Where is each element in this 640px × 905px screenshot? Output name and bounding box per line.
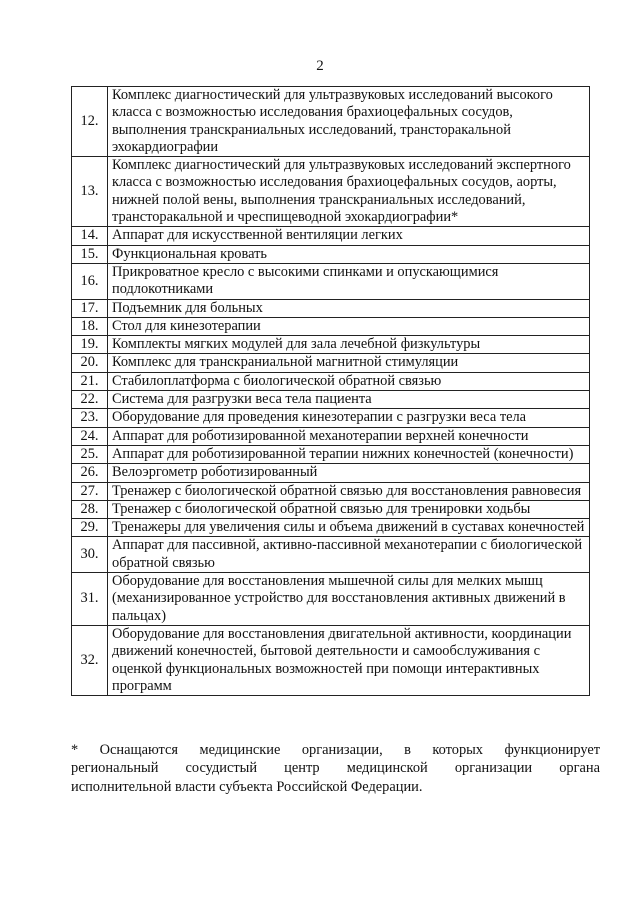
table-row <box>72 354 590 372</box>
row-number: 24. <box>72 427 108 445</box>
row-equipment-name: Оборудование для восстановления двигательной активности, координации движений конечностей, бытовой деятельности и самообслуживания с оценкой функциональных возможностей при помощи интерактивных программ <box>108 625 590 695</box>
row-number: 13. <box>72 157 108 227</box>
row-equipment-name: Прикроватное кресло с высокими спинками и опускающимися подлокотниками <box>108 263 590 299</box>
table-row <box>72 482 590 500</box>
footnote-line: * Оснащаются медицинские организации, в которых функционирует <box>71 742 600 758</box>
row-equipment-name: Аппарат для искусственной вентиляции легких <box>108 227 590 245</box>
equipment-table <box>71 86 590 696</box>
row-equipment-name: Оборудование для проведения кинезотерапии с разгрузки веса тела <box>108 409 590 427</box>
row-number: 25. <box>72 445 108 463</box>
row-number: 20. <box>72 354 108 372</box>
row-equipment-name: Аппарат для пассивной, активно-пассивной механотерапии с биологической обратной связью <box>108 537 590 573</box>
table-row <box>72 409 590 427</box>
row-number: 32. <box>72 625 108 695</box>
table-row <box>72 537 590 573</box>
table-row <box>72 391 590 409</box>
table-row <box>72 464 590 482</box>
row-equipment-name: Комплекты мягких модулей для зала лечебной физкультуры <box>108 336 590 354</box>
table-row <box>72 372 590 390</box>
table-row <box>72 87 590 157</box>
table-row <box>72 263 590 299</box>
row-equipment-name: Тренажеры для увеличения силы и объема движений в суставах конечностей <box>108 519 590 537</box>
row-equipment-name: Аппарат для роботизированной механотерапии верхней конечности <box>108 427 590 445</box>
row-equipment-name: Подъемник для больных <box>108 299 590 317</box>
table-row <box>72 227 590 245</box>
table-row <box>72 519 590 537</box>
row-equipment-name: Тренажер с биологической обратной связью для тренировки ходьбы <box>108 500 590 518</box>
row-number: 26. <box>72 464 108 482</box>
table-row <box>72 573 590 626</box>
row-equipment-name: Комплекс для транскраниальной магнитной стимуляции <box>108 354 590 372</box>
row-number: 23. <box>72 409 108 427</box>
table-row <box>72 445 590 463</box>
table-row <box>72 427 590 445</box>
table-row <box>72 245 590 263</box>
equipment-table-body <box>72 87 590 696</box>
row-equipment-name: Стабилоплатформа с биологической обратной связью <box>108 372 590 390</box>
row-number: 28. <box>72 500 108 518</box>
footnote-line: региональный сосудистый центр медицинской организации органа <box>71 760 600 777</box>
row-number: 27. <box>72 482 108 500</box>
row-number: 15. <box>72 245 108 263</box>
row-equipment-name: Комплекс диагностический для ультразвуковых исследований экспертного класса с возможностью исследования брахиоцефальных сосудов, аорты, нижней полой вены, выполнения транскраниальных исследований, трансторакальной и чреспищеводной эхокардиографии* <box>108 157 590 227</box>
row-equipment-name: Система для разгрузки веса тела пациента <box>108 391 590 409</box>
table-row <box>72 299 590 317</box>
row-number: 18. <box>72 317 108 335</box>
row-number: 16. <box>72 263 108 299</box>
row-equipment-name: Стол для кинезотерапии <box>108 317 590 335</box>
table-row <box>72 625 590 695</box>
footnote <box>71 741 600 796</box>
row-equipment-name: Велоэргометр роботизированный <box>108 464 590 482</box>
row-number: 21. <box>72 372 108 390</box>
table-row <box>72 317 590 335</box>
row-equipment-name: Аппарат для роботизированной терапии нижних конечностей (конечности) <box>108 445 590 463</box>
footnote-line: исполнительной власти субъекта Российской Федерации. <box>71 778 423 795</box>
row-number: 30. <box>72 537 108 573</box>
row-number: 19. <box>72 336 108 354</box>
row-equipment-name: Тренажер с биологической обратной связью для восстановления равновесия <box>108 482 590 500</box>
table-row <box>72 336 590 354</box>
row-equipment-name: Оборудование для восстановления мышечной силы для мелких мышц (механизированное устройство для восстановления активных движений в пальцах) <box>108 573 590 626</box>
row-number: 29. <box>72 519 108 537</box>
row-equipment-name: Функциональная кровать <box>108 245 590 263</box>
row-number: 12. <box>72 87 108 157</box>
row-number: 17. <box>72 299 108 317</box>
row-equipment-name: Комплекс диагностический для ультразвуковых исследований высокого класса с возможностью исследования брахиоцефальных сосудов, выполнения транскраниальных исследований, трансторакальной эхокардиографии <box>108 87 590 157</box>
row-number: 22. <box>72 391 108 409</box>
table-row <box>72 157 590 227</box>
row-number: 14. <box>72 227 108 245</box>
page-number: 2 <box>316 58 324 74</box>
table-row <box>72 500 590 518</box>
row-number: 31. <box>72 573 108 626</box>
